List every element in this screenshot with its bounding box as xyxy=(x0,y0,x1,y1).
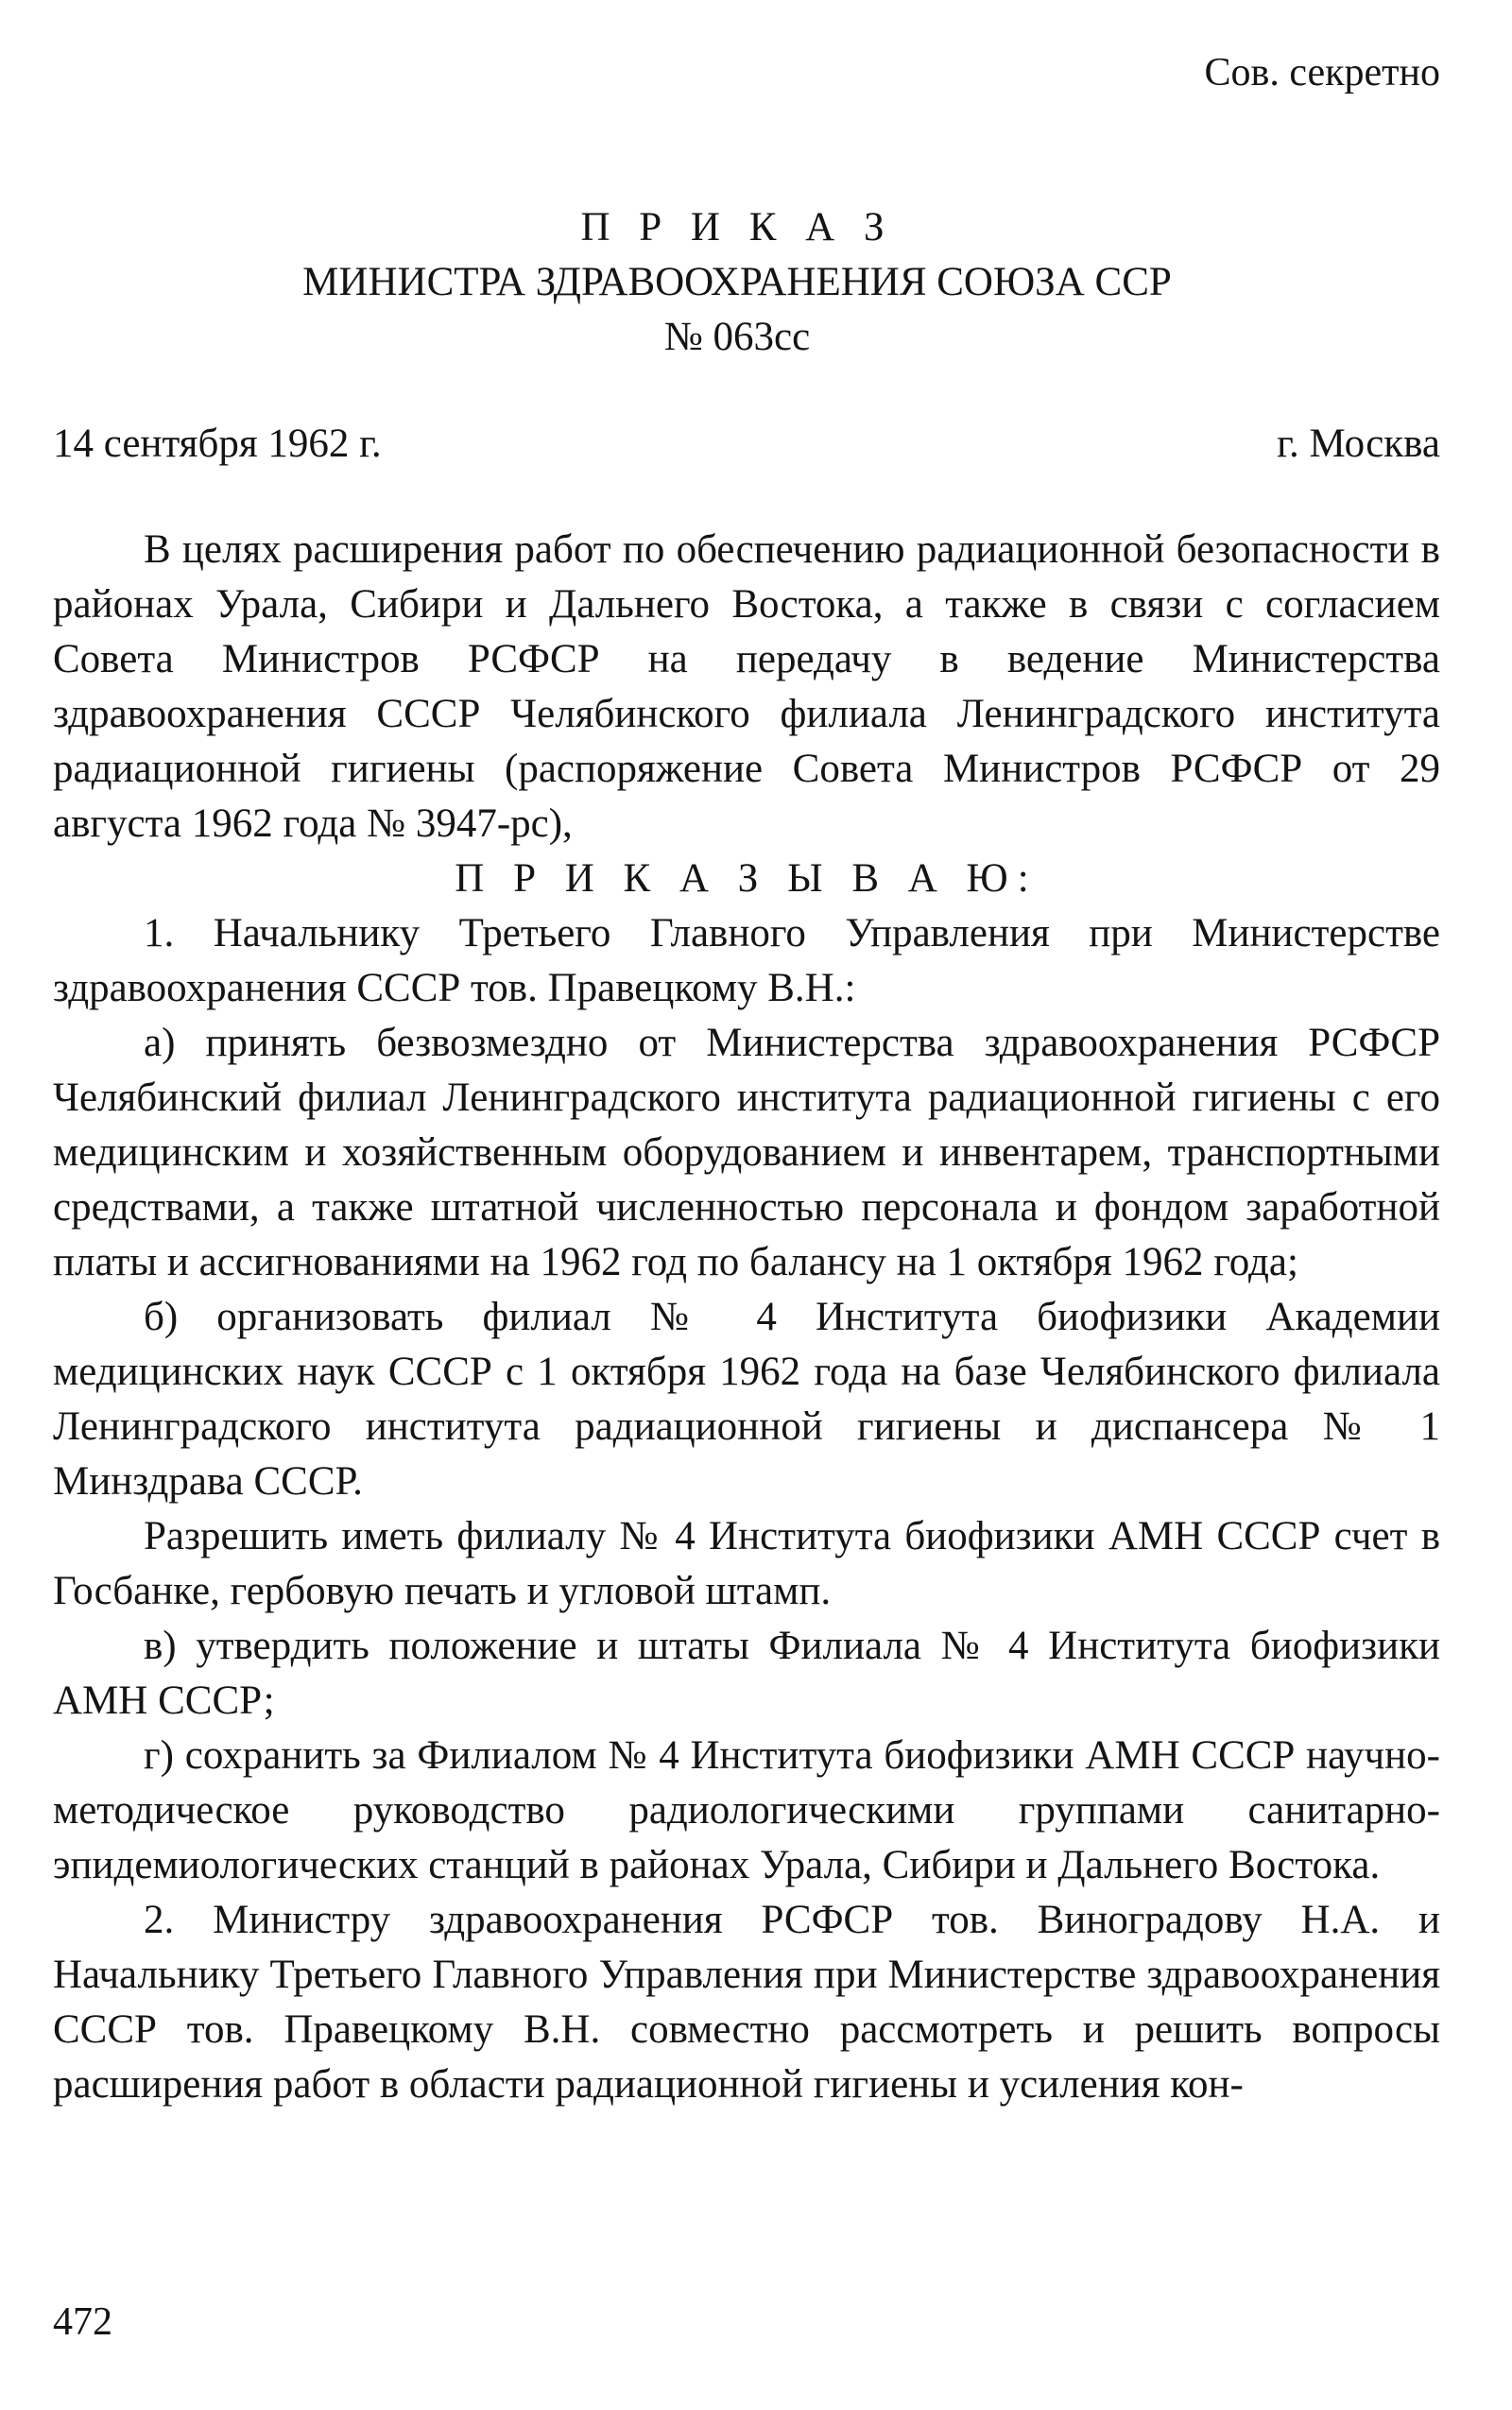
order-title xyxy=(0,200,1474,365)
date-place-line xyxy=(53,421,1440,467)
order-place: г. Москва xyxy=(1277,422,1440,466)
order-date: 14 сентября 1962 г. xyxy=(53,422,382,466)
orders-heading: П Р И К А З Ы В А Ю: xyxy=(455,856,1039,901)
page-number: 472 xyxy=(53,2300,112,2344)
clause-1b-extra: Разрешить иметь филиалу № 4 Института биофизики АМН СССР счет в Госбанке, гербовую печать и угловой штамп. xyxy=(53,1514,1440,1613)
clause-1c: в) утвердить положение и штаты Филиала № 4 Института биофизики АМН СССР; xyxy=(53,1624,1440,1723)
clause-2: 2. Министру здравоохранения РСФСР тов. Виноградову Н.А. и Начальнику Третьего Главного Управления при Министерстве здравоохранения СССР тов. Правецкому В.Н. совместно рассмотреть и решить вопросы расширения работ в области радиационной гигиены и усиления кон- xyxy=(53,1898,1440,2107)
clause-1: 1. Начальнику Третьего Главного Управления при Министерстве здравоохранения СССР тов. Правецкому В.Н.: xyxy=(53,911,1440,1010)
clause-1a: а) принять безвозмездно от Министерства здравоохранения РСФСР Челябинский филиал Ленинградского института радиационной гигиены с его медицинским и хозяйственным оборудованием и инвентарем, транспортными средствами, а также штатной численностью персонала и фондом заработной платы и ассигнованиями на 1962 год по балансу на 1 октября 1962 года; xyxy=(53,1021,1440,1284)
clause-1b: б) организовать филиал № 4 Института биофизики Академии медицинских наук СССР с 1 октября 1962 года на базе Челябинского филиала Ленинградского института радиационной гигиены и диспансера № 1 Минздрава СССР. xyxy=(53,1295,1440,1504)
order-title-word: П Р И К А З xyxy=(580,205,894,250)
order-number: № 063сс xyxy=(663,315,811,359)
order-body xyxy=(53,523,1440,2112)
clause-1d: г) сохранить за Филиалом № 4 Института биофизики АМН СССР научно-методическое руководство радиологическими группами санитарно-эпидемиологических станций в районах Урала, Сибири и Дальнего Востока. xyxy=(53,1733,1440,1887)
order-title-issuer: МИНИСТРА ЗДРАВООХРАНЕНИЯ СОЮЗА ССР xyxy=(302,260,1172,304)
secrecy-classification: Сов. секретно xyxy=(1204,51,1440,95)
preamble-paragraph: В целях расширения работ по обеспечению радиационной безопасности в районах Урала, Сибири и Дальнего Востока, а также в связи с согласием Совета Министров РСФСР на передачу в ведение Министерства здравоохранения СССР Челябинского филиала Ленинградского института радиационной гигиены (распоряжение Совета Министров РСФСР от 29 августа 1962 года № 3947-рс), xyxy=(53,527,1440,846)
